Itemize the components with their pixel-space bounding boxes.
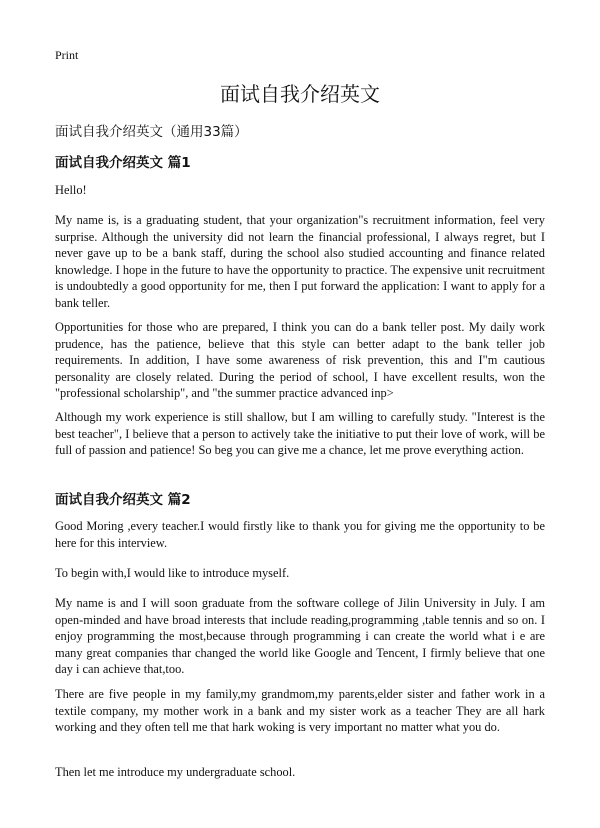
paragraph-intro: My name is, is a graduating student, that your organization"s recruitment information, feel very surprise. Although the university did not learn the financial professional, I always regret, but I never gave up to be a bank staff, during the school also studied accounting and finance related knowledge. I hope in the future to have the opportunity to practice. The expensive unit recruitment is undoubtedly a good opportunity for me, then I put forward the application: I want to apply for a bank teller. — [55, 213, 545, 310]
paragraph-greeting: Good Moring ,every teacher.I would firstly like to thank you for giving me the opportunity to be here for this interview. — [55, 519, 545, 550]
paragraph-hello: Hello! — [55, 183, 87, 197]
page-subtitle: 面试自我介绍英文（通用33篇） — [55, 124, 248, 140]
page-title: 面试自我介绍英文 — [220, 82, 380, 106]
paragraph-begin: To begin with,I would like to introduce myself. — [55, 566, 290, 580]
paragraph-opportunities: Opportunities for those who are prepared, I think you can do a bank teller post. My daily work prudence, has the patience, believe that this style can better adapt to the bank teller job requirements. In addition, I have some awareness of risk prevention, this and I"m cautious personality are closely related. During the period of school, I have excellent results, won the "professional scholarship", and "the summer practice advanced inp> — [55, 320, 545, 401]
section-heading-2: 面试自我介绍英文 篇2 — [55, 492, 191, 508]
paragraph-school: Then let me introduce my undergraduate school. — [55, 765, 296, 779]
section-heading-1: 面试自我介绍英文 篇1 — [55, 155, 191, 171]
paragraph-name: My name is and I will soon graduate from the software college of Jilin University in July. I am open-minded and have broad interests that include reading,programming ,table tennis and so on. I enjoy programming the most,because through programming i can create the world what i e are many great companies thar changed the world like Google and Tencent, I firmly believe that one day i can achieve that,too. — [55, 596, 545, 677]
paragraph-family: There are five people in my family,my grandmom,my parents,elder sister and father work in a textile company, my mother work in a bank and my sister work as a teacher They are all hark working and they often tell me that hark woking is very important no matter what you do. — [55, 687, 545, 735]
paragraph-experience: Although my work experience is still shallow, but I am willing to carefully study. "Interest is the best teacher", I believe that a person to actively take the initiative to put their love of work, will be full of passion and patience! So beg you can give me a chance, let me prove everything action. — [55, 410, 545, 458]
print-label[interactable]: Print — [55, 48, 79, 62]
